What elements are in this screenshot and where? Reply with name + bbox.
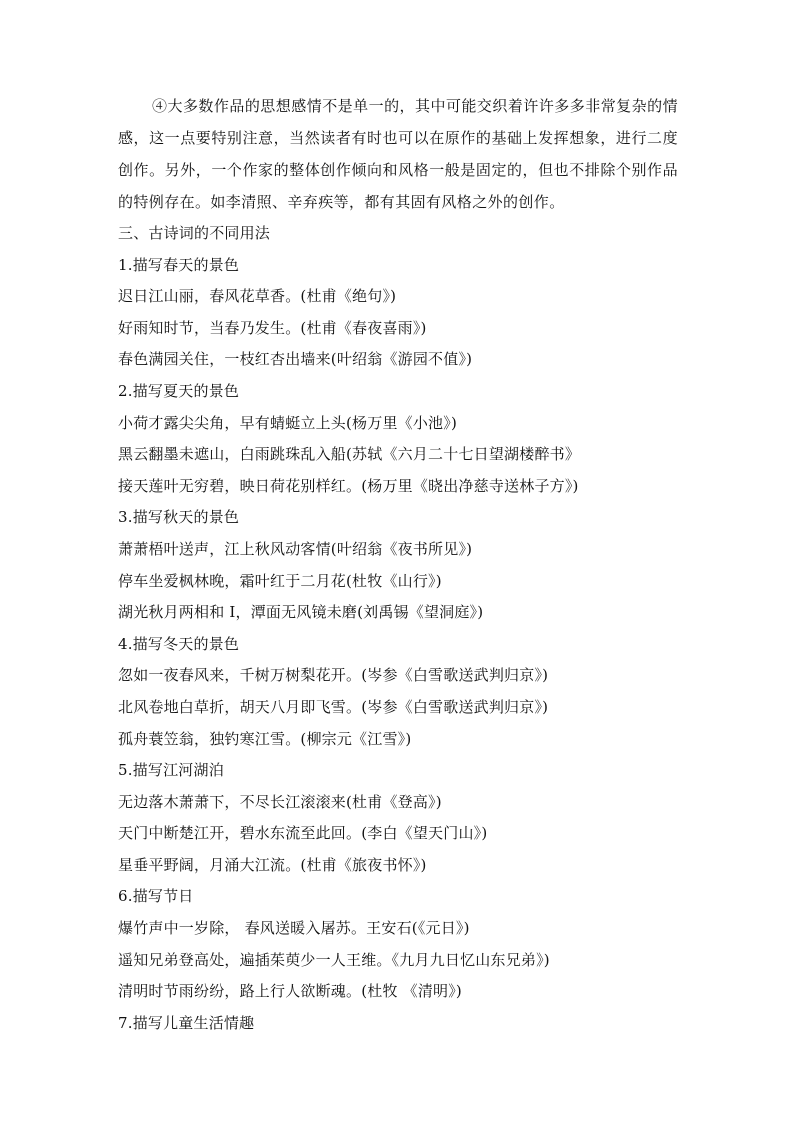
group-autumn (118, 502, 678, 628)
group-heading: 3.描写秋天的景色 (118, 508, 240, 527)
poem-line: 孤舟蓑笠翁，独钓寒江雪。(柳宗元《江雪》) (118, 729, 412, 748)
section-title: 三、古诗词的不同用法 (118, 224, 271, 242)
group-rivers-lakes (118, 755, 678, 881)
group-summer (118, 376, 678, 502)
poem-line: 爆竹声中一岁除， 春风送暖入屠苏。王安石(《元日》) (118, 919, 470, 938)
poem-line: 忽如一夜春风来，千树万树梨花开。(岑参《白雪歌送武判归京》) (118, 666, 549, 685)
group-heading: 6.描写节日 (118, 887, 194, 906)
poem-line: 天门中断楚江开，碧水东流至此回。(李白《望天门山》) (118, 824, 488, 843)
poem-line: 春色满园关住，一枝红杏出墙来(叶绍翁《游园不值》) (118, 350, 473, 369)
group-spring (118, 250, 678, 376)
group-heading: 5.描写江河湖泊 (118, 761, 224, 780)
group-heading: 7.描写儿童生活情趣 (118, 1013, 255, 1032)
group-festivals (118, 881, 678, 1007)
poem-line: 星垂平野阔，月涌大江流。(杜甫《旅夜书怀》) (118, 855, 427, 874)
document-body (118, 90, 678, 1039)
group-heading: 1.描写春天的景色 (118, 255, 240, 274)
poem-line: 湖光秋月两相和 I，潭面无风镜未磨(刘禹锡《望洞庭》) (118, 603, 484, 622)
poem-line: 北风卷地白草折，胡天八月即飞雪。(岑参《白雪歌送武判归京》) (118, 697, 549, 716)
poem-line: 好雨知时节，当春乃发生。(杜甫《春夜喜雨》) (118, 318, 427, 337)
poem-line: 迟日江山丽，春风花草香。(杜甫《绝句》) (118, 287, 397, 306)
intro-paragraph: ④大多数作品的思想感情不是单一的，其中可能交织着许许多多非常复杂的情感，这一点要特别注意，当然读者有时也可以在原作的基础上发挥想象，进行二度创作。另外，一个作家的整体创作倾向和风格一般是固定的，但也不排除个别作品的特例存在。如李清照、辛弃疾等，都有其固有风格之外的创作。 (118, 97, 678, 211)
poem-line: 清明时节雨纷纷，路上行人欲断魂。(杜牧 《清明》) (118, 982, 462, 1001)
group-children (118, 1008, 678, 1040)
poem-line: 接天莲叶无穷碧，映日荷花别样红。(杨万里《晓出净慈寺送林子方》) (118, 476, 579, 495)
poem-line: 小荷才露尖尖角，早有蜻蜓立上头(杨万里《小池》) (118, 413, 458, 432)
group-winter (118, 629, 678, 755)
poem-line: 黑云翻墨未遮山，白雨跳珠乱入船(苏轼《六月二十七日望湖楼醉书》 (118, 445, 581, 464)
group-heading: 2.描写夏天的景色 (118, 381, 240, 400)
poem-line: 停车坐爱枫林晚，霜叶红于二月花(杜牧《山行》) (118, 571, 442, 590)
group-heading: 4.描写冬天的景色 (118, 634, 240, 653)
poem-line: 无边落木萧萧下，不尽长江滚滚来(杜甫《登高》) (118, 792, 442, 811)
poem-line: 萧萧梧叶送声，江上秋风动客情(叶绍翁《夜书所见》) (118, 539, 473, 558)
poem-line: 遥知兄弟登高处，遍插茱萸少一人王维。《九月九日忆山东兄弟》) (118, 950, 550, 969)
